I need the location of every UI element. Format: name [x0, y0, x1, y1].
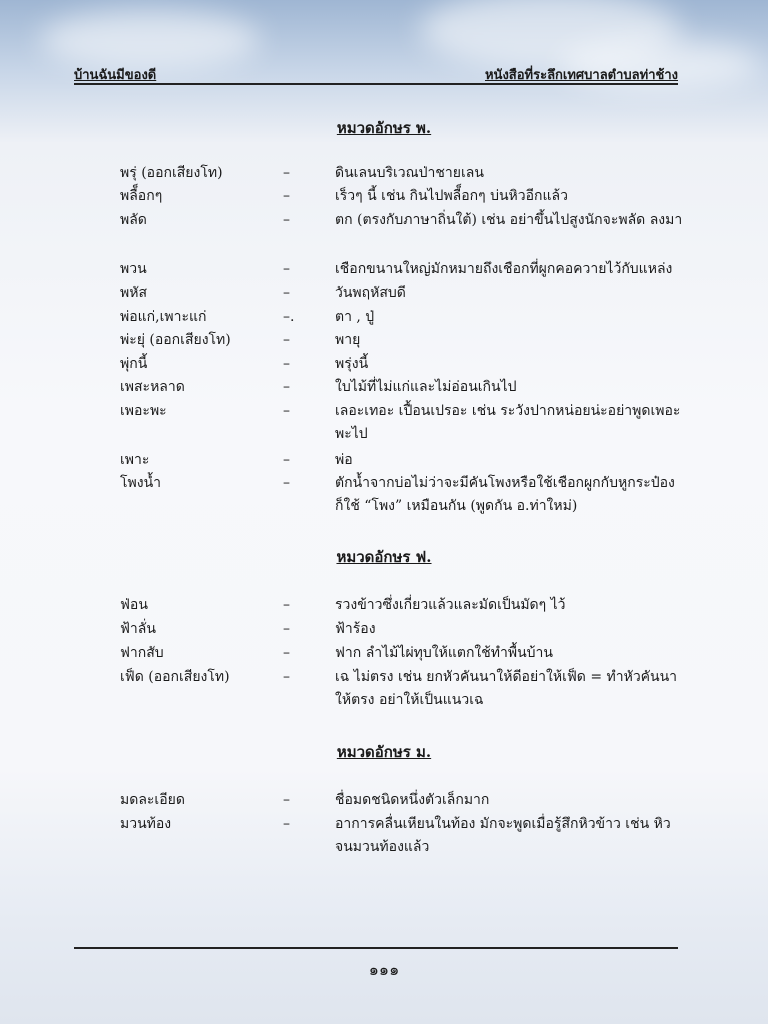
entry-term: ฟากสับ — [120, 645, 164, 661]
entry-dash: – — [283, 816, 290, 832]
entry-definition: เชือกขนานใหญ่มักหมายถึงเชือกที่ผูกคอควายไว้กับแหล่ง — [335, 261, 673, 277]
entry-definition: ฟาก ลำไม้ไผ่ทุบให้แตกใช้ทำพื้นบ้าน — [335, 645, 553, 661]
entry-dash: – — [283, 165, 290, 181]
entry-definition: ตา , ปู่ — [335, 309, 375, 325]
entry-term: พุ่กนี้ — [120, 356, 148, 372]
entry-term: พลื็อกๆ — [120, 188, 163, 204]
entry-definition: รวงข้าวซึ่งเกี่ยวแล้วและมัดเป็นมัดๆ ไว้ — [335, 597, 566, 613]
sky-cloud — [40, 10, 260, 70]
entry-dash: – — [283, 669, 290, 685]
header-rule — [74, 83, 678, 85]
header-book-title: บ้านฉันมีของดี — [74, 68, 157, 83]
entry-dash: – — [283, 475, 290, 491]
entry-term: เพอะพะ — [120, 403, 167, 419]
entry-term: พรุ่ (ออกเสียงโท) — [120, 165, 223, 181]
entry-term: พ่อแก่,เพาะแก่ — [120, 309, 207, 325]
entry-term: ฟ้าลั่น — [120, 621, 156, 637]
entry-definition: เฉ ไม่ตรง เช่น ยกหัวคันนาให้ดีอย่าให้เฟ็ด = ทำหัวคันนาให้ตรง อย่าให้เป็นแนวเฉ — [335, 669, 678, 708]
page-number: ๑๑๑ — [368, 960, 400, 979]
entry-term: พวน — [120, 261, 147, 277]
entry-dash: – — [283, 597, 290, 613]
entry-dash: – — [283, 379, 290, 395]
entry-definition: พรุ่งนี้ — [335, 356, 369, 372]
entry-term: เฟ็ด (ออกเสียงโท) — [120, 669, 230, 685]
entry-definition: ชื่อมดชนิดหนึ่งตัวเล็กมาก — [335, 792, 490, 808]
section-title-fo: หมวดอักษร ฟ. — [336, 548, 432, 566]
entry-term: โพงน้ำ — [120, 475, 162, 491]
entry-dash: – — [283, 645, 290, 661]
entry-definition: ดินเลนบริเวณป่าชายเลน — [335, 165, 484, 181]
entry-dash: – — [283, 403, 290, 419]
entry-definition: ฟ้าร้อง — [335, 621, 376, 637]
entry-dash: –. — [283, 309, 295, 325]
entry-term: เพสะหลาด — [120, 379, 185, 395]
entry-dash: – — [283, 332, 290, 348]
entry-term: พลัด — [120, 212, 147, 228]
section-title-pho: หมวดอักษร พ. — [336, 119, 432, 137]
entry-definition: พายุ — [335, 332, 361, 348]
entry-term: มดละเอียด — [120, 792, 185, 808]
entry-definition: ใบไม้ที่ไม่แก่และไม่อ่อนเกินไป — [335, 379, 517, 395]
entry-dash: – — [283, 212, 290, 228]
entry-dash: – — [283, 188, 290, 204]
entry-term: มวนท้อง — [120, 816, 172, 832]
section-title-mo: หมวดอักษร ม. — [336, 743, 432, 761]
entry-definition: วันพฤหัสบดี — [335, 285, 406, 301]
entry-definition: ตก (ตรงกับภาษาถิ่นใต้) เช่น อย่าขึ้นไปสูงนักจะพลัด ลงมา — [335, 212, 683, 228]
entry-term: เพาะ — [120, 452, 150, 468]
page-header — [74, 64, 678, 84]
entry-dash: – — [283, 792, 290, 808]
footer-rule — [74, 947, 678, 949]
entry-dash: – — [283, 261, 290, 277]
entry-term: พ่ะยุ่ (ออกเสียงโท) — [120, 332, 231, 348]
entry-dash: – — [283, 356, 290, 372]
entry-dash: – — [283, 452, 290, 468]
entry-definition: ตักน้ำจากบ่อไม่ว่าจะมีคันโพงหรือใช้เชือกผูกกับหูกระป๋อง ก็ใช้ “โพง” เหมือนกัน (พูดกัน อ.ท่าใหม่) — [335, 475, 675, 514]
entry-term: ฟ่อน — [120, 597, 148, 613]
entry-definition: อาการคลื่นเหียนในท้อง มักจะพูดเมื่อรู้สึกหิวข้าว เช่น หิวจนมวนท้องแล้ว — [335, 816, 671, 855]
entry-definition: เลอะเทอะ เปื้อนเปรอะ เช่น ระวังปากหน่อยน่ะอย่าพูดเพอะพะไป — [335, 403, 681, 442]
entry-definition: พ่อ — [335, 452, 353, 468]
entry-dash: – — [283, 285, 290, 301]
header-publisher: หนังสือที่ระลึกเทศบาลตำบลท่าช้าง — [484, 68, 678, 83]
entry-definition: เร็วๆ นี้ เช่น กินไปพลื็อกๆ บ่นหิวอีกแล้ว — [335, 188, 568, 204]
entry-term: พหัส — [120, 285, 148, 301]
entry-dash: – — [283, 621, 290, 637]
